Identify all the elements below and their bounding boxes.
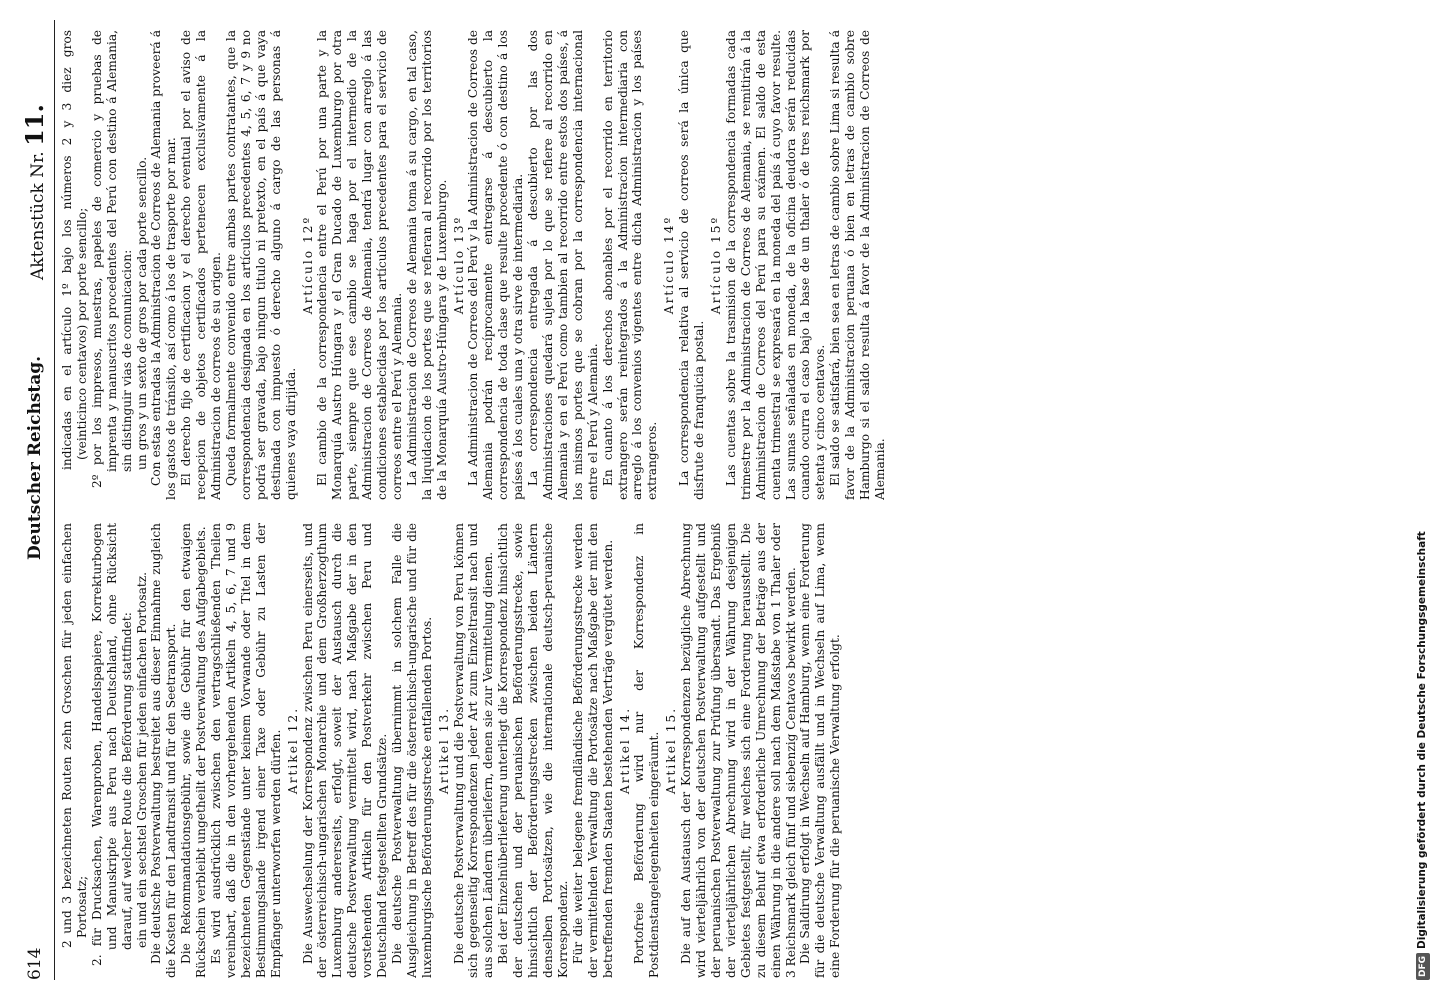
paragraph: La Administracion de Correos del Perú y la Administracion de Correos de Alemania podrán recíprocamente entregarse á descubierto la correspondencia de toda clase que resulte procedente ó con destino á los países á los cuales una y otra sirve de intermediaria. xyxy=(466,30,526,500)
page-header xyxy=(20,20,55,980)
list-item: 2 und 3 bezeichneten Routen zehn Groschen für jeden einfachen Portosatz; xyxy=(60,523,89,948)
paragraph: En cuanto á los derechos abonables por el recorrido en territorio extrangero serán reintegrados á la Administracion intermediaria con arreglo á los convenios vigentes entre dicha Administracion y los países extrangeros. xyxy=(600,30,660,500)
digitization-credit-text: Digitalisierung gefördert durch die Deutsche Forschungsgemeinschaft xyxy=(1416,531,1428,949)
list-item: indicadas en el artículo 1º bajo los números 2 y 3 diez gros (veinticinco centavos) por porte sencillo; xyxy=(60,30,89,470)
article-heading: Artikel 13. xyxy=(436,706,451,795)
digitization-credit-sidebar xyxy=(1412,0,1432,1000)
article-heading: Artículo 12º xyxy=(300,215,315,315)
article-heading: Artikel 14. xyxy=(617,706,632,795)
paragraph: Portofreie Beförderung wird nur der Korrespondenz in Postdienstangelegenheiten eingeräumt. xyxy=(632,523,662,978)
paragraph: Con estas entradas la Administracion de Correos de Alemania proveerá á los gastos de tránsito, así como á los de trasporte por mar. xyxy=(149,30,179,500)
page-number: 614 xyxy=(25,947,45,980)
list-item: un gros y un sexto de gros por cada porte sencillo. xyxy=(134,156,149,470)
paragraph: Las cuentas sobre la trasmision de la correspondencia formadas cada trimestre por la Administracion de Correos de Alemania, se remitirán á la Administracion de Correos del Perú para su exámen. El saldo de esta cuenta trimestral se expresará en la moneda del país á cuyo favor resulte. Las sumas señaladas en moneda, de la oficina deudora serán reducidas cuando ocurra el caso bajo la base de un thaler ó de tres reichsmark por setenta y cinco centavos. xyxy=(723,30,828,500)
paragraph: Die auf den Austausch der Korrespondenzen bezügliche Abrechnung wird vierteljährlich von der deutschen Postverwaltung aufgestellt und der peruanischen Postverwaltung zur Prüfung übersandt. Das Ergebniß der vierteljährlichen Abrechnung wird in der Währung desjenigen Gebietes festgestellt, für welches sich eine Forderung herausstellt. Die zu diesem Behuf etwa erforderliche Umrechnung der Beträge aus der einen Währung in die andere soll nach dem Maßstabe von 1 Thaler oder 3 Reichsmark gleich fünf und siebenzig Centavos bewirkt werden. xyxy=(679,523,798,978)
paragraph: El cambio de la correspondencia entre el Perú por una parte y la Monarquía Austro Húngara y el Gran Ducado de Luxemburgo por otra parte, siempre que ese cambio se haga por el intermedio de la Administracion de Correos de Alemania, tendrá lugar con arreglo á las condiciones establecidas por los artículos precedentes para el servicio de correos entre el Perú y Alemania. xyxy=(315,30,404,500)
running-title: Deutscher Reichstag. xyxy=(25,355,45,560)
paragraph: Bei der Einzelnüberlieferung unterliegt die Korrespondenz hinsichtlich der deutschen und der peruanischen Beförderungsstrecke, sowie hinsichtlich der Beförderungsstrecken zwischen beiden Ländern denselben Portosätzen, wie die internationale deutsch-peruanische Korrespondenz. xyxy=(496,523,570,978)
document-number-value: 11. xyxy=(20,104,49,146)
digitization-credit xyxy=(1412,0,1432,1000)
page-inner xyxy=(20,0,1320,1000)
paragraph: Die deutsche Postverwaltung und die Postverwaltung von Peru können sich gegenseitig Korrespondenzen jeder Art zum Einzeltransit nach und aus solchen Ländern überliefern, denen sie zur Vermittelung dienen. xyxy=(451,523,496,978)
article-heading: Artikel 12. xyxy=(285,706,300,795)
paragraph: La correspondencia relativa al servicio de correos será la única que disfrute de franquicia postal. xyxy=(677,30,707,500)
document-number-prefix: Aktenstück Nr. xyxy=(28,151,48,280)
paragraph: Queda formalmente convenido entre ambas partes contratantes, que la correspondencia designada en los artículos precedentes 4, 5, 6, 7 y 9 no podrá ser gravada, bajo ningun titulo ni pretexto, en el país á que vaya destinada con impuesto ó derecho alguno á cargo de las personas á quienes vaya dirijida. xyxy=(223,30,298,500)
paragraph: El derecho fijo de certificacion y el derecho eventual por el aviso de recepcion de objetos certificados pertenecen exclusivamente á la Administracion de correos de su origen. xyxy=(179,30,224,500)
paragraph: La correspondencia entregada á descubierto por las dos Administraciones quedará sujeta por lo que se refiere al recorrido en Alemania y en el Perú como tambien al recorrido entre estos dos países, á los mismos portes que se cobran por la correspondencia internacional entre el Perú y Alemania. xyxy=(526,30,600,500)
document-number xyxy=(20,104,53,280)
paragraph: Die Rekommandationsgebühr, sowie die Gebühr für den etwaigen Rückschein verbleibt ungetheilt der Postverwaltung des Aufgabegebiets. xyxy=(179,523,209,978)
paragraph: Die Saldirung erfolgt in Wechseln auf Hamburg, wenn eine Forderung für die deutsche Verwaltung ausfällt und in Wechseln auf Lima, wenn eine Forderung für die peruanische Verwaltung erfolgt. xyxy=(798,523,843,978)
paragraph: Es wird ausdrücklich zwischen den vertragschließenden Theilen vereinbart, daß die in den vorhergehenden Artikeln 4, 5, 6, 7 und 9 bezeichneten Gegenstände unter keinem Vorwande oder Titel in dem Bestimmungslande irgend einer Taxe oder Gebühr zu Lasten der Empfänger unterworfen werden dürfen. xyxy=(209,523,283,978)
spanish-text-column xyxy=(60,30,1320,500)
paragraph: Für die weiter belegene fremdländische Beförderungsstrecke werden der vermittelnden Verwaltung die Portosätze nach Maßgabe der mit den betreffenden fremden Staaten bestehenden Verträge vergütet werden. xyxy=(570,523,615,978)
article-heading: Artikel 15. xyxy=(664,706,679,795)
list-item: 2. für Drucksachen, Warenproben, Handelspapiere, Korrekturbogen und Manuskripte aus Peru nach Deutschland, ohne Rücksicht darauf, auf welcher Route die Beförderung stattfindet: xyxy=(89,523,134,966)
german-text-column xyxy=(60,523,1320,978)
article-heading: Artículo 15º xyxy=(708,215,723,315)
list-item: 2º por los impresos, muestras, papeles de comercio y pruebas de imprenta y manuscritos procedentes del Perú con destino á Alemania, sin distinguir vias de comunicacion: xyxy=(89,30,134,488)
article-heading: Artículo 14º xyxy=(662,215,677,315)
paragraph: Die deutsche Postverwaltung übernimmt in solchem Falle die Ausgleichung in Betreff des für die österreichisch-ungarische und für die luxemburgische Beförderungsstrecke entfallenden Portos. xyxy=(389,523,434,978)
paragraph: El saldo se satisfará, bien sea en letras de cambio sobre Lima si resulta á favor de la Administracion peruana ó bien en letras de cambio sobre Hamburgo si el saldo resulta á favor de la Administracion de Correos de Alemania. xyxy=(828,30,887,500)
list-item: ein und ein sechstel Groschen für jeden einfachen Portosatz. xyxy=(134,571,149,948)
dfg-logo-badge: DFG xyxy=(1416,953,1430,980)
paragraph: Die deutsche Postverwaltung bestreitet aus dieser Einnahme zugleich die Kosten für den Landtransit und für den Seetransport. xyxy=(149,523,179,978)
paragraph: Die Auswechselung der Korrespondenz zwischen Peru einerseits, und der österreichisch-ungarischen Monarchie und dem Großherzogthum Luxemburg andererseits, erfolgt, soweit der Austausch durch die deutsche Postverwaltung vermittelt wird, nach Maßgabe der in den vorstehenden Artikeln für den Postverkehr zwischen Peru und Deutschland festgestellten Grundsätze. xyxy=(300,523,390,978)
paragraph: La Administracion de Correos de Alemania toma á su cargo, en tal caso, la liquidacion de los portes que se refieran al recorrido por los territorios de la Monarquía Austro-Húngara y de Luxemburgo. xyxy=(404,30,449,500)
article-heading: Artículo 13º xyxy=(451,215,466,315)
